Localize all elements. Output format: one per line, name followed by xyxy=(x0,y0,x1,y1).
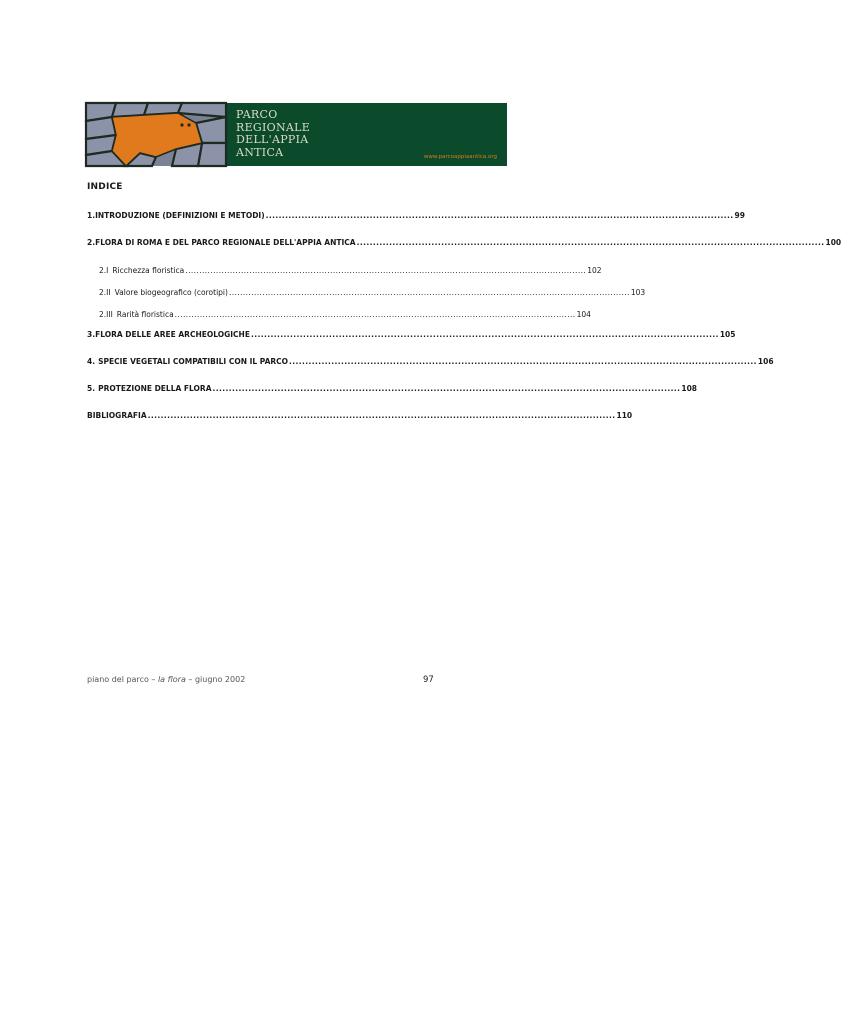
footer-suffix: – giugno 2002 xyxy=(185,675,246,684)
toc-title: Valore biogeografico (corotipi) xyxy=(114,288,228,297)
toc-page: 99 xyxy=(734,211,745,220)
footer-caption xyxy=(87,675,245,684)
park-name-line: DELL'APPIA xyxy=(236,133,309,146)
toc-entry-1[interactable] xyxy=(87,211,745,220)
toc-page: 106 xyxy=(757,357,774,366)
toc-title: Ricchezza floristica xyxy=(112,266,185,275)
toc-entry-2[interactable] xyxy=(87,238,841,247)
toc-page: 110 xyxy=(616,411,633,420)
toc-number: 5. xyxy=(87,384,96,393)
park-name-line: REGIONALE xyxy=(236,120,311,134)
toc-number: 2.III xyxy=(99,310,113,319)
toc-page: 103 xyxy=(630,288,646,297)
toc-title: BIBLIOGRAFIA xyxy=(87,411,147,420)
toc-leader: ................................................................................................................................................ xyxy=(174,310,576,319)
toc-entry-3[interactable] xyxy=(87,330,736,339)
toc-leader: ................................................................................................................................................ xyxy=(228,288,630,297)
toc-leader: ................................................................................................................................................ xyxy=(250,330,719,339)
toc-number: 4. xyxy=(87,357,96,366)
toc-title: Rarità floristica xyxy=(116,310,174,319)
toc-leader: ................................................................................................................................................ xyxy=(147,411,616,420)
page-number: 97 xyxy=(423,675,434,685)
footer-italic: la flora xyxy=(157,675,186,684)
toc-number: 2.II xyxy=(99,288,111,297)
toc-entry-bibliography[interactable] xyxy=(87,411,633,420)
toc-entry-2-1[interactable] xyxy=(99,266,602,275)
toc-title: FLORA DELLE AREE ARCHEOLOGICHE xyxy=(95,330,250,339)
toc-entry-4[interactable] xyxy=(87,357,774,366)
park-name-line: ANTICA xyxy=(236,145,284,159)
toc-page: 104 xyxy=(576,310,591,319)
park-name xyxy=(236,109,376,159)
toc-number: 2. xyxy=(87,238,96,247)
toc-number: 1. xyxy=(87,211,96,220)
toc-title: PROTEZIONE DELLA FLORA xyxy=(98,384,212,393)
park-url: www.parcoappiaantica.org xyxy=(423,154,497,160)
toc-leader: ................................................................................................................................................ xyxy=(212,384,681,393)
toc-page: 108 xyxy=(681,384,698,393)
toc-title: FLORA DI ROMA E DEL PARCO REGIONALE DELL'APPIA ANTICA xyxy=(95,238,356,247)
toc-title: INTRODUZIONE (DEFINIZIONI E METODI) xyxy=(95,211,265,220)
toc-leader: ................................................................................................................................................ xyxy=(289,357,757,366)
toc-title: SPECIE VEGETALI COMPATIBILI CON IL PARCO xyxy=(98,357,289,366)
toc-leader: ................................................................................................................................................ xyxy=(185,266,587,275)
toc-leader: ................................................................................................................................................ xyxy=(265,211,734,220)
toc-entry-2-2[interactable] xyxy=(99,288,646,297)
footer-prefix: piano del parco – xyxy=(87,675,158,684)
park-name-line: PARCO xyxy=(236,108,278,121)
toc-number: 3. xyxy=(87,330,96,339)
stone-mosaic-logo-icon xyxy=(86,103,226,166)
toc-entry-2-3[interactable] xyxy=(99,310,591,319)
park-banner xyxy=(86,103,507,166)
toc-page: 102 xyxy=(587,266,602,275)
toc-number: 2.I xyxy=(99,266,109,275)
toc-leader: ................................................................................................................................................ xyxy=(356,238,825,247)
toc-page: 105 xyxy=(719,330,736,339)
index-heading: INDICE xyxy=(87,182,123,192)
toc-entry-5[interactable] xyxy=(87,384,698,393)
toc-page: 100 xyxy=(825,238,841,247)
